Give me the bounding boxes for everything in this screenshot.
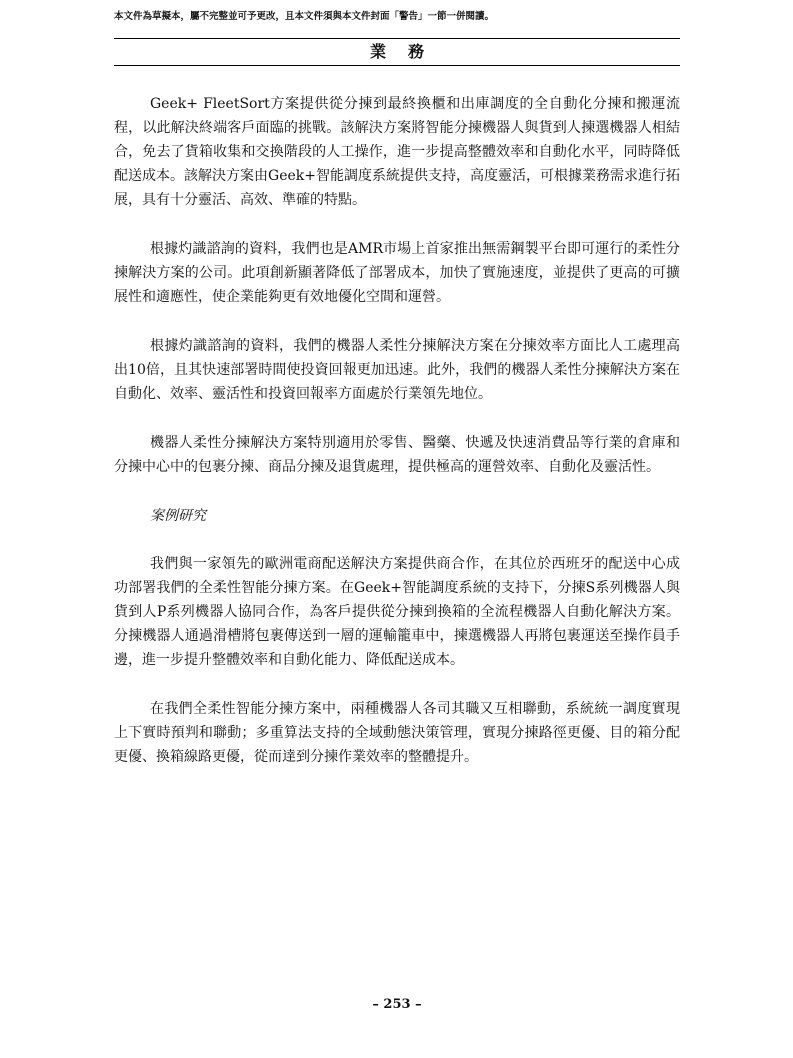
page-number: – 253 – [372,997,422,1012]
paragraph-amr-first: 根據灼識諮詢的資料，我們也是AMR市場上首家推出無需鋼製平台即可運行的柔性分揀解決方案的公司。此項創新顯著降低了部署成本，加快了實施速度，並提供了更高的可擴展性和適應性，使企業能夠更有效地優化空間和運營。 [114,241,680,305]
header-rule-top [114,38,680,39]
paragraph-case-study-system: 在我們全柔性智能分揀方案中，兩種機器人各司其職又互相聯動，系統統一調度實現上下實時預判和聯動；多重算法支持的全域動態決策管理，實現分揀路徑更優、目的箱分配更優、換箱線路更優，從而達到分揀作業效率的整體提升。 [114,701,680,765]
case-study-heading: 案例研究 [150,508,206,524]
paragraph-fleetsort-intro: Geek+ FleetSort方案提供從分揀到最終換櫃和出庫調度的全自動化分揀和搬運流程，以此解決終端客戶面臨的挑戰。該解決方案將智能分揀機器人與貨到人揀選機器人相結合，免去了貨箱收集和交換階段的人工操作，進一步提高整體效率和自動化水平，同時降低配送成本。該解決方案由Geek+智能調度系統提供支持，高度靈活，可根據業務需求進行拓展，具有十分靈活、高效、準確的特點。 [114,96,680,208]
main-content [114,92,680,794]
section-title: 業務 [369,42,446,61]
header-rule-bottom [114,65,680,66]
paragraph-efficiency: 根據灼識諮詢的資料，我們的機器人柔性分揀解決方案在分揀效率方面比人工處理高出10倍，且其快速部署時間使投資回報更加迅速。此外，我們的機器人柔性分揀解決方案在自動化、效率、靈活性和投資回報率方面處於行業領先地位。 [114,338,680,402]
paragraph-case-study-europe: 我們與一家領先的歐洲電商配送解決方案提供商合作，在其位於西班牙的配送中心成功部署我們的全柔性智能分揀方案。在Geek+智能調度系統的支持下，分揀S系列機器人與貨到人P系列機器人協同合作，為客戶提供從分揀到換箱的全流程機器人自動化解決方案。分揀機器人通過滑槽將包裹傳送到一層的運輸籠車中，揀選機器人再將包裹運送至操作員手邊，進一步提升整體效率和自動化能力、降低配送成本。 [114,556,680,668]
paragraph-applications: 機器人柔性分揀解決方案特別適用於零售、醫藥、快遞及快速消費品等行業的倉庫和分揀中心中的包裹分揀、商品分揀及退貨處理，提供極高的運營效率、自動化及靈活性。 [114,435,680,475]
draft-disclaimer: 本文件為草擬本，屬不完整並可予更改，且本文件須與本文件封面「警告」一節一併閱讀。 [114,11,495,22]
